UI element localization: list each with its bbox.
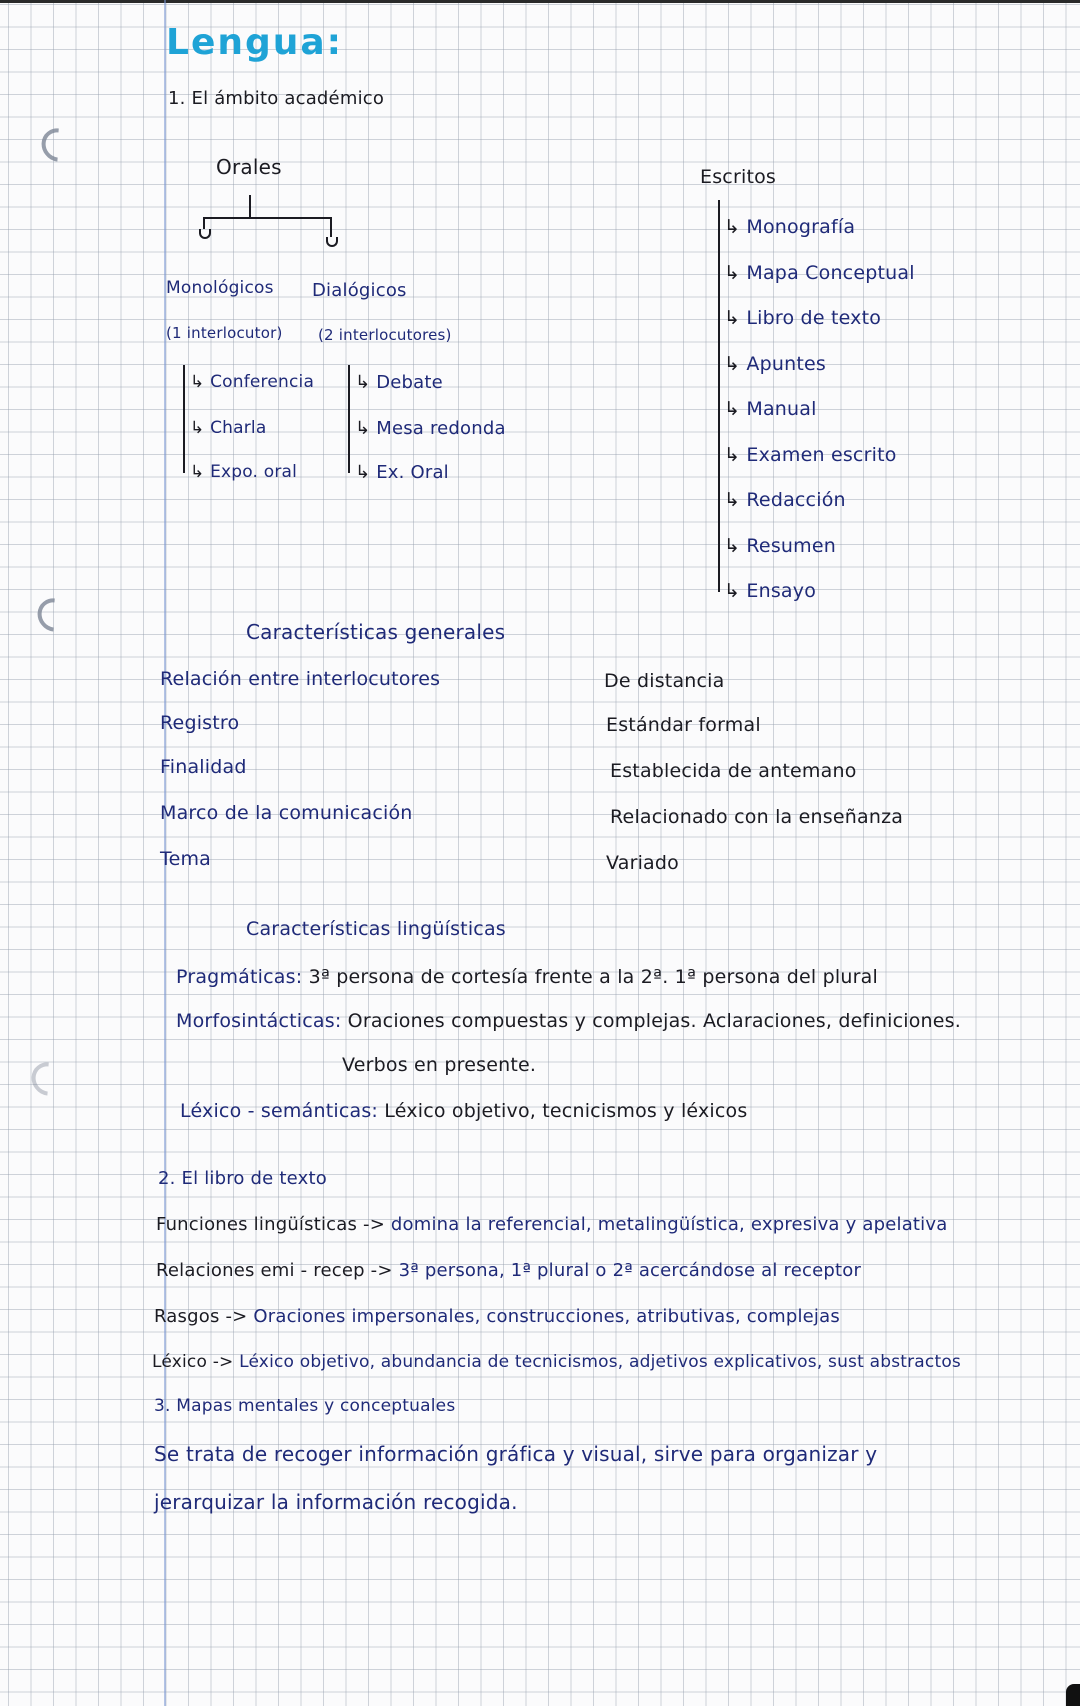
list-item: ↳ Examen escrito: [724, 444, 897, 466]
hook-arrow-icon: ↳: [724, 216, 747, 238]
characteristic-label: Tema: [160, 848, 212, 870]
brace-dialogicos: [348, 365, 350, 473]
hook-arrow-icon: ↳: [724, 580, 747, 602]
hook-arrow-icon: ↳: [724, 398, 747, 420]
list-item: ↳ Redacción: [724, 489, 846, 511]
dialogicos-label: Dialógicos: [312, 280, 407, 301]
list-item: ↳ Mapa Conceptual: [724, 262, 915, 284]
section-heading: 1. El ámbito académico: [168, 88, 385, 109]
hook-arrow-icon: ↳: [190, 372, 211, 392]
characteristic-value: Relacionado con la enseñanza: [610, 806, 904, 828]
page-top-edge: [0, 0, 1080, 3]
list-item: ↳ Libro de texto: [724, 307, 882, 329]
pragmaticas-line: Pragmáticas: 3ª persona de cortesía frente a la 2ª. 1ª persona del plural: [176, 966, 878, 988]
section-heading: 2. El libro de texto: [158, 1168, 327, 1189]
hook-arrow-icon: ↳: [355, 372, 377, 393]
hook-arrow-icon: ↳: [724, 444, 747, 466]
list-item: ↳ Expo. oral: [190, 462, 298, 482]
tree-connector: [203, 217, 205, 229]
hook-arrow-icon: ↳: [724, 262, 747, 284]
tree-connector: [330, 217, 332, 237]
paragraph-line: jerarquizar la información recogida.: [154, 1490, 518, 1514]
escritos-label: Escritos: [700, 166, 777, 188]
morfosintacticas-continuation: Verbos en presente.: [342, 1054, 537, 1076]
characteristic-label: Marco de la comunicación: [160, 802, 413, 824]
arrow-down-icon: [326, 237, 338, 247]
binder-hole-mark: [35, 122, 81, 169]
list-item: ↳ Debate: [355, 372, 443, 393]
brace-escritos: [718, 200, 720, 592]
morfosintacticas-line: Morfosintácticas: Oraciones compuestas y complejas. Aclaraciones, definiciones.: [176, 1010, 961, 1032]
arrow-down-icon: [199, 229, 211, 239]
hook-arrow-icon: ↳: [355, 418, 377, 439]
list-item: ↳ Manual: [724, 398, 817, 420]
list-item: ↳ Ensayo: [724, 580, 817, 602]
list-item: ↳ Ex. Oral: [355, 462, 449, 483]
list-item: ↳ Monografía: [724, 216, 856, 238]
list-item: ↳ Conferencia: [190, 372, 315, 392]
list-item: ↳ Apuntes: [724, 353, 826, 375]
orales-label: Orales: [216, 155, 282, 179]
characteristic-value: Estándar formal: [606, 714, 761, 736]
characteristic-value: Establecida de antemano: [610, 760, 857, 782]
paragraph-line: Se trata de recoger información gráfica y visual, sirve para organizar y: [154, 1442, 878, 1466]
libro-row: Funciones lingüísticas -> domina la referencial, metalingüística, expresiva y apelativa: [156, 1214, 948, 1235]
hook-arrow-icon: ↳: [724, 307, 747, 329]
characteristic-label: Finalidad: [160, 756, 247, 778]
section-heading: 3. Mapas mentales y conceptuales: [154, 1396, 456, 1416]
list-item: ↳ Resumen: [724, 535, 836, 557]
hook-arrow-icon: ↳: [724, 489, 747, 511]
brace-monologicos: [183, 365, 185, 473]
binder-hole-mark: [25, 1056, 71, 1103]
characteristic-label: Registro: [160, 712, 240, 734]
tree-connector: [249, 195, 251, 217]
page-corner-shadow: [1066, 1684, 1080, 1706]
monologicos-label: Monológicos: [166, 278, 274, 298]
characteristic-value: Variado: [606, 852, 679, 874]
monologicos-note: (1 interlocutor): [166, 324, 283, 342]
binder-hole-mark: [31, 592, 77, 639]
characteristic-label: Relación entre interlocutores: [160, 668, 441, 690]
subheading-caracteristicas-linguisticas: Características lingüísticas: [246, 918, 506, 940]
characteristic-value: De distancia: [604, 670, 725, 692]
libro-row: Relaciones emi - recep -> 3ª persona, 1ª plural o 2ª acercándose al receptor: [156, 1260, 862, 1281]
libro-row: Rasgos -> Oraciones impersonales, construcciones, atributivas, complejas: [154, 1306, 840, 1327]
tree-connector: [203, 217, 331, 219]
hook-arrow-icon: ↳: [355, 462, 377, 483]
lexico-semanticas-line: Léxico - semánticas: Léxico objetivo, tecnicismos y léxicos: [180, 1100, 748, 1122]
hook-arrow-icon: ↳: [190, 418, 211, 438]
hook-arrow-icon: ↳: [724, 353, 747, 375]
hook-arrow-icon: ↳: [190, 462, 211, 482]
page-title: Lengua:: [166, 22, 344, 63]
subheading-caracteristicas-generales: Características generales: [246, 620, 506, 644]
dialogicos-note: (2 interlocutores): [318, 326, 452, 344]
hook-arrow-icon: ↳: [724, 535, 747, 557]
list-item: ↳ Mesa redonda: [355, 418, 506, 439]
list-item: ↳ Charla: [190, 418, 267, 438]
libro-row: Léxico -> Léxico objetivo, abundancia de tecnicismos, adjetivos explicativos, sust abstractos: [152, 1352, 961, 1372]
